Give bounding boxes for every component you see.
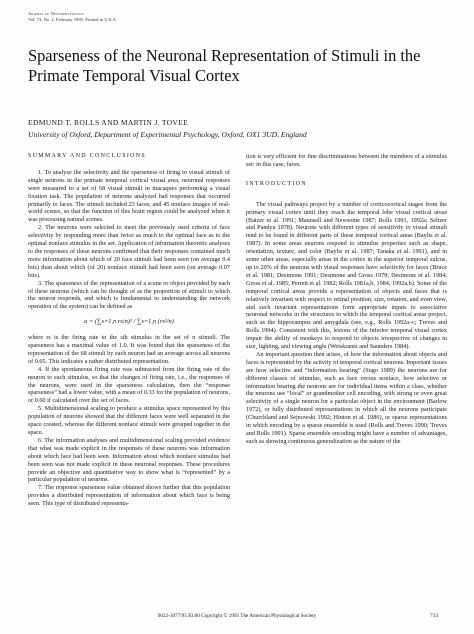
page-number: 713 bbox=[430, 613, 439, 619]
summary-paragraph-2: 2. The neurons were selected to meet the previously used criteria of face selectivity by responding more than twice as much to the optimal face as to the optimal nonface stimulus in the set. Application of information theoretic analyses to the responses of these neurons confirmed that their responses contained much more information about which of 20 face stimuli had been seen (on average 0.4 bits) than about which (of 20) nonface stimuli had been seen (on average 0.07 bits). bbox=[28, 224, 230, 279]
summary-paragraph-5: 5. Multidimensional scaling to produce a stimulus space represented by this population of neurons showed that the different faces were well separated in the space created, whereas the different nonface stimuli were grouped together in the space. bbox=[28, 405, 230, 436]
summary-continuation: tion is very efficient for fine discriminations between the members of a stimulus set: in this case, faces. bbox=[246, 153, 447, 168]
introduction-heading: INTRODUCTION bbox=[246, 180, 307, 187]
summary-paragraph-4: 4. If the spontaneous firing rate was subtracted from the firing rate of the neuron to each stimulus, so that the changes of firing rate, i.e., the responses of the neurons, were used in the sparseness calculation, then the “response sparseness” had a lower value, with a mean of 0.33 for the population of neurons, or 0.60 if calculated over the set of faces. bbox=[28, 365, 230, 405]
journal-header bbox=[28, 11, 117, 23]
article-title: Sparseness of the Neuronal Representation of Stimuli in the Primate Temporal Visual Cortex bbox=[28, 46, 421, 85]
summary-paragraph-3: 3. The sparseness of the representation of a scene or object provided by each of these neurons (which can be thought of as the proportion of stimuli to which the neuron responds, and which is fundamental to understanding the network operation of the system) can be defined as bbox=[28, 279, 230, 311]
copyright-footer: 0022-3077/95 $3.00 Copyright © 1995 The American Physiological Society bbox=[157, 613, 317, 619]
right-column bbox=[246, 153, 447, 446]
summary-paragraph-6: 6. The information analyses and multidimensional scaling provided evidence that what was made explicit in the responses of these neurons was information about which face had been seen. Information about which nonface stimulus had been seen was not made explicit in these neuronal responses. These procedures provide an objective and quantitative way to show what is “represented” by a particular population of neurons. bbox=[28, 436, 230, 484]
summary-heading: SUMMARY AND CONCLUSIONS bbox=[28, 153, 147, 159]
affiliation: University of Oxford, Department of Experimental Psychology, Oxford, OX1 3UD, England bbox=[28, 130, 307, 139]
authors: EDMUND T. ROLLS AND MARTIN J. TOVEE bbox=[28, 118, 189, 127]
introduction-paragraph-2: An important question then arises, of how the information about objects and faces is represented by the activity of temporal cortical neurons. Important issues are how selective and “information bearing” (Sugo 1989) the neurons are for different classes of stimulus, such as face versus nonface, how selective or information bearing the neurons are for individual items within a class, whether the neurons use “local” or grandmother cell encoding, with strong or even great selectivity of a single neuron for a particular object in the environment (Barlow 1972), or fully distributed representations in which all the neurons participate (Churchland and Sejnowski 1992; Hinton et al. 1986), or sparse representations in which encoding by a sparse ensemble is used (Rolls and Treves 1990; Treves and Rolls 1991). Sparse ensemble encoding might have a number of advantages, such as showing continuous generalization as the nature of the bbox=[246, 350, 447, 445]
sparseness-formula: a = (∑s=1,n rs/n)² / ∑s=1,n (rs²/n) bbox=[84, 318, 174, 326]
introduction-paragraph-1: The visual pathways project by a number of corticocortical stages from the primary visual cortex until they reach the temporal lobe visual cortical areas (Baizer et al. 1991; Maunsell and Newsome 1987; Rolls 1991, 1992a; Seltzer and Pandya 1978). Neurons with different types of sensitivity to visual stimuli tend to be found in different parts of these temporal cortical areas (Baylis et al. 1987). In some areas neurons respond to stimulus properties such as shape, orientation, texture, and color (Baylis et al. 1987; Tanaka et al. 1991), and in some other areas, especially areas in the cortex in the superior temporal sulcus, up to 20% of the neurons with visual responses have selectivity for faces (Bruce et al. 1981; Desimone 1991; Desimone and Gross 1979; Desimone et al. 1984; Gross et al. 1985; Perrett et al. 1982; Rolls 1981a,b, 1984, 1992a,b). Some of the temporal cortical areas provide a representation of objects and faces that is relatively invariant with respect to retinal position, size, rotation, and even view, and such invariant representations form appropriate inputs to associative neuronal networks in the structures to which the temporal cortical areas project, such as the hippocampus and amygdala (see, e.g., Rolls 1992a–c; Treves and Rolls 1994). Consistent with this, lesions of the inferior temporal visual cortex impair the ability of monkeys to respond to objects irrespective of changes in size, lighting, and viewing angle (Weiskrantz and Saunders 1984). bbox=[246, 200, 447, 351]
summary-paragraph-7: 7. The response sparseness value obtained shows further that this population provides a distributed representation of information about which face is being seen. This type of distributed representa- bbox=[28, 484, 230, 508]
journal-citation: Vol. 73, No. 2, February 1995. Printed in U.S.A. bbox=[28, 17, 117, 22]
left-column bbox=[28, 153, 230, 508]
summary-paragraph-3-continued: where rs is the firing rate to the sth stimulus in the set of n stimuli. The sparseness has a maximal value of 1.0. It was found that the sparseness of the representation of the 68 stimuli by each neuron had an average across all neurons of 0.65. This indicates a rather distributed representation. bbox=[28, 334, 230, 365]
journal-name: Journal of Neurophysiology bbox=[28, 11, 85, 16]
summary-paragraph-1: 1. To analyze the selectivity and the sparseness of firing to visual stimuli of single neurons in the primate temporal cortical visual area, neuronal responses were measured to a set of 68 visual stimuli in macaques performing a visual fixation task. The population of neurons analyzed had responses that occurred primarily to faces. The stimuli included 23 faces, and 45 nonface images of real-world scenes, so that the function of this brain region could be analyzed when it was processing natural scenes. bbox=[28, 168, 230, 224]
